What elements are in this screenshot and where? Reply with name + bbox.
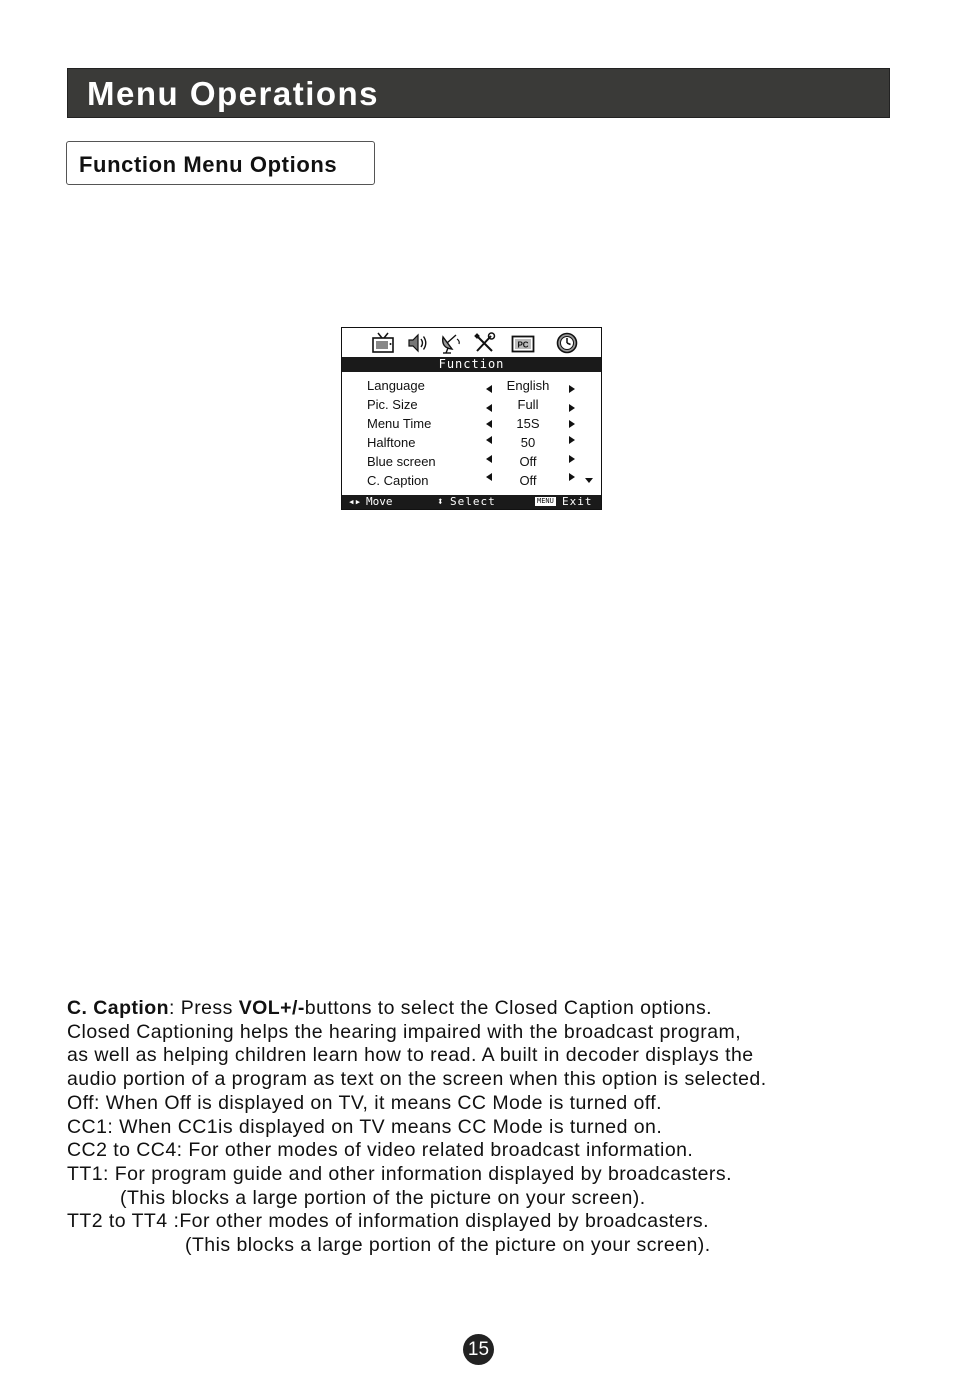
exit-hint: Exit: [562, 495, 593, 508]
section-title: Function Menu Options: [79, 152, 338, 177]
text-line: [67, 997, 927, 1021]
osd-row-label: Menu Time: [367, 416, 432, 431]
select-arrows-icon: ⬍: [437, 495, 444, 508]
left-arrow-icon: [486, 473, 492, 481]
left-arrow-icon: [486, 404, 492, 412]
move-hint: Move: [366, 495, 393, 508]
osd-row-value: Off: [519, 454, 537, 469]
osd-row-language[interactable]: [342, 378, 601, 397]
scroll-down-arrow-icon[interactable]: [585, 478, 593, 483]
text-line: TT1: For program guide and other information displayed by broadcasters.: [67, 1162, 732, 1185]
section-heading-box: [66, 141, 375, 185]
text-line: Closed Captioning helps the hearing impaired with the broadcast program,: [67, 1020, 742, 1043]
tab-function[interactable]: Function: [438, 357, 505, 371]
left-arrow-icon: [486, 436, 492, 444]
pc-icon-label: PC: [517, 340, 529, 350]
osd-row-halftone[interactable]: [342, 435, 601, 454]
tv-icon[interactable]: [371, 332, 395, 354]
text-line: (This blocks a large portion of the picture on your screen).: [185, 1234, 711, 1257]
osd-footer: [342, 495, 601, 509]
osd-row-value: 15S: [516, 416, 540, 431]
osd-row-blue-screen[interactable]: [342, 454, 601, 473]
tools-icon[interactable]: [473, 332, 497, 354]
pc-icon[interactable]: [511, 335, 535, 355]
osd-row-label: Halftone: [367, 435, 416, 450]
text-segment: buttons to select the Closed Caption options.: [304, 997, 713, 1019]
osd-row-value: Off: [519, 473, 537, 488]
osd-icon-row: [342, 328, 601, 358]
right-arrow-icon: [569, 455, 575, 463]
right-arrow-icon: [569, 473, 575, 481]
right-arrow-icon: [569, 404, 575, 412]
caption-description: [67, 997, 927, 1258]
osd-row-c-caption[interactable]: [342, 473, 601, 492]
right-arrow-icon: [569, 420, 575, 428]
text-line: CC2 to CC4: For other modes of video related broadcast information.: [67, 1139, 694, 1162]
left-arrow-icon: [486, 420, 492, 428]
clock-icon[interactable]: [555, 332, 579, 354]
speaker-icon[interactable]: [406, 332, 430, 354]
osd-tab-bar: [342, 357, 601, 372]
text-line: Off: When Off is displayed on TV, it means CC Mode is turned off.: [67, 1091, 663, 1114]
osd-row-pic-size[interactable]: [342, 397, 601, 416]
text-line: as well as helping children learn how to read. A built in decoder displays the: [67, 1044, 754, 1067]
left-arrow-icon: [486, 385, 492, 393]
text-segment: : Press: [169, 997, 239, 1019]
right-arrow-icon: [569, 436, 575, 444]
osd-row-label: C. Caption: [367, 473, 429, 488]
page-number: 15: [463, 1334, 494, 1365]
right-arrow-icon: [569, 385, 575, 393]
page-title: Menu Operations: [87, 75, 380, 112]
osd-row-value: 50: [520, 435, 536, 450]
text-line: audio portion of a program as text on the screen when this option is selected.: [67, 1068, 767, 1091]
osd-row-value: Full: [517, 397, 539, 412]
osd-menu: [341, 327, 602, 510]
move-arrows-icon: ◂▸: [348, 495, 362, 508]
select-hint: Select: [450, 495, 496, 508]
osd-row-label: Blue screen: [367, 454, 436, 469]
osd-row-label: Language: [367, 378, 425, 393]
text-line: TT2 to TT4 :For other modes of information displayed by broadcasters.: [67, 1210, 709, 1233]
text-line: (This blocks a large portion of the picture on your screen).: [120, 1186, 646, 1209]
term-c-caption: C. Caption: [67, 997, 169, 1019]
left-arrow-icon: [486, 455, 492, 463]
menu-key-icon: MENU: [537, 497, 554, 505]
term-vol: VOL+/-: [238, 997, 305, 1019]
header-bar: [67, 68, 890, 118]
osd-row-value: English: [506, 378, 550, 393]
osd-row-label: Pic. Size: [367, 397, 418, 412]
satellite-dish-icon[interactable]: [439, 332, 463, 354]
osd-row-menu-time[interactable]: [342, 416, 601, 435]
text-line: CC1: When CC1is displayed on TV means CC Mode is turned on.: [67, 1115, 663, 1138]
